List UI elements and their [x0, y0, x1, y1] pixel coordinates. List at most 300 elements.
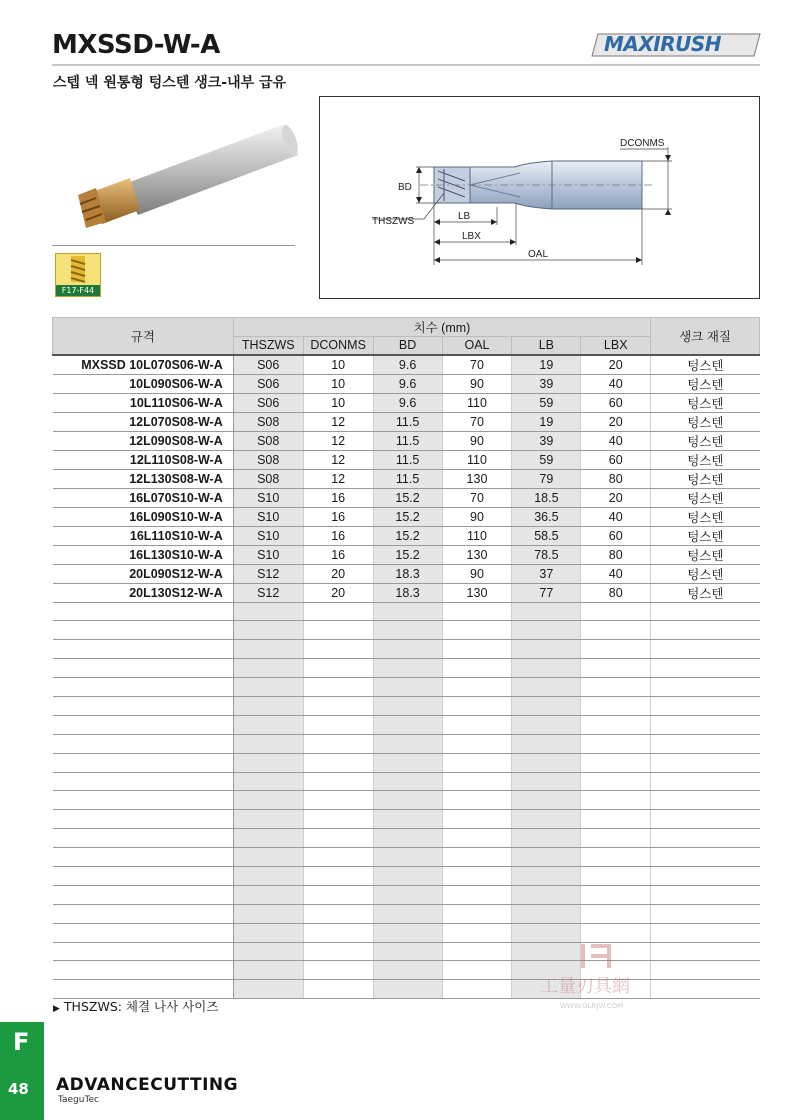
table-cell: 19 [512, 355, 581, 375]
maxirush-logo [590, 32, 762, 60]
table-cell: 90 [442, 564, 512, 583]
empty-cell [581, 885, 651, 904]
empty-cell [233, 848, 303, 867]
table-row [53, 526, 760, 545]
table-cell: 11.5 [373, 469, 442, 488]
spec-code: 12L070S08-W-A [53, 412, 234, 431]
empty-cell [651, 791, 760, 810]
table-cell: 12 [303, 412, 373, 431]
empty-cell [233, 753, 303, 772]
column-header: LBX [581, 337, 651, 355]
empty-cell [373, 866, 442, 885]
empty-cell [233, 904, 303, 923]
column-header: THSZWS [233, 337, 303, 355]
table-cell: 20 [581, 355, 651, 375]
table-cell: 10 [303, 393, 373, 412]
empty-cell [512, 829, 581, 848]
empty-cell [442, 829, 512, 848]
empty-cell [373, 734, 442, 753]
table-cell: 130 [442, 469, 512, 488]
empty-cell [303, 904, 373, 923]
table-cell: 20 [303, 583, 373, 602]
empty-cell [442, 678, 512, 697]
table-cell: 110 [442, 450, 512, 469]
table-cell: 59 [512, 450, 581, 469]
table-cell: 70 [442, 412, 512, 431]
product-photo [52, 100, 302, 240]
spec-code: MXSSD 10L070S06-W-A [53, 355, 234, 375]
table-cell: 130 [442, 583, 512, 602]
empty-cell [53, 904, 234, 923]
empty-cell [303, 696, 373, 715]
empty-cell [373, 848, 442, 867]
empty-cell [512, 810, 581, 829]
empty-cell [303, 678, 373, 697]
empty-row [53, 678, 760, 697]
empty-row [53, 621, 760, 640]
empty-cell [651, 734, 760, 753]
table-cell: S10 [233, 488, 303, 507]
empty-cell [373, 621, 442, 640]
empty-cell [233, 659, 303, 678]
empty-cell [233, 791, 303, 810]
spec-code: 16L130S10-W-A [53, 545, 234, 564]
empty-cell [373, 678, 442, 697]
table-cell: 18.3 [373, 583, 442, 602]
empty-cell [442, 715, 512, 734]
table-cell: S06 [233, 355, 303, 375]
table-cell: 80 [581, 583, 651, 602]
material-cell: 텅스텐 [651, 374, 760, 393]
material-cell: 텅스텐 [651, 526, 760, 545]
brand-sub: TaeguTec [58, 1095, 99, 1105]
empty-cell [53, 942, 234, 961]
empty-cell [512, 772, 581, 791]
material-cell: 텅스텐 [651, 564, 760, 583]
empty-cell [651, 659, 760, 678]
table-cell: 39 [512, 431, 581, 450]
empty-row [53, 791, 760, 810]
table-cell: 90 [442, 431, 512, 450]
table-cell: S08 [233, 431, 303, 450]
empty-cell [512, 621, 581, 640]
material-cell: 텅스텐 [651, 469, 760, 488]
table-cell: S06 [233, 374, 303, 393]
empty-cell [512, 696, 581, 715]
empty-cell [581, 715, 651, 734]
empty-cell [53, 602, 234, 621]
page-reference-badge [55, 253, 101, 297]
empty-cell [581, 621, 651, 640]
empty-cell [651, 772, 760, 791]
table-cell: 16 [303, 488, 373, 507]
material-cell: 텅스텐 [651, 450, 760, 469]
empty-cell [53, 885, 234, 904]
material-cell: 텅스텐 [651, 355, 760, 375]
empty-cell [581, 734, 651, 753]
empty-cell [303, 753, 373, 772]
table-cell: 40 [581, 431, 651, 450]
table-cell: 37 [512, 564, 581, 583]
table-cell: 10 [303, 374, 373, 393]
table-cell: 130 [442, 545, 512, 564]
empty-cell [442, 734, 512, 753]
table-cell: 12 [303, 450, 373, 469]
empty-cell [53, 753, 234, 772]
empty-cell [651, 715, 760, 734]
empty-cell [303, 942, 373, 961]
header-dims: 치수 (mm) [233, 318, 650, 337]
empty-cell [373, 980, 442, 999]
empty-cell [512, 715, 581, 734]
page-subtitle: 스텝 넥 원통형 텅스텐 생크-내부 급유 [53, 75, 287, 91]
table-cell: 16 [303, 526, 373, 545]
watermark-url: WWW.GLRJW.COM [560, 1002, 624, 1010]
material-cell: 텅스텐 [651, 393, 760, 412]
empty-cell [651, 696, 760, 715]
column-header: BD [373, 337, 442, 355]
empty-cell [303, 885, 373, 904]
empty-cell [581, 829, 651, 848]
table-cell: 11.5 [373, 450, 442, 469]
table-cell: S06 [233, 393, 303, 412]
empty-row [53, 659, 760, 678]
table-cell: S10 [233, 545, 303, 564]
column-header: LB [512, 337, 581, 355]
table-cell: S08 [233, 412, 303, 431]
table-cell: 15.2 [373, 488, 442, 507]
empty-cell [442, 848, 512, 867]
empty-cell [442, 961, 512, 980]
empty-cell [651, 885, 760, 904]
table-cell: 60 [581, 450, 651, 469]
table-cell: 18.3 [373, 564, 442, 583]
empty-cell [233, 602, 303, 621]
spec-code: 16L110S10-W-A [53, 526, 234, 545]
empty-cell [442, 772, 512, 791]
brand-logo [56, 1075, 238, 1105]
empty-cell [581, 659, 651, 678]
spec-table [52, 317, 760, 999]
empty-cell [512, 659, 581, 678]
table-cell: S08 [233, 469, 303, 488]
empty-cell [651, 829, 760, 848]
empty-cell [53, 923, 234, 942]
watermark [540, 940, 680, 1020]
empty-cell [303, 866, 373, 885]
empty-cell [581, 640, 651, 659]
empty-cell [512, 904, 581, 923]
empty-cell [303, 621, 373, 640]
empty-cell [303, 791, 373, 810]
table-cell: 90 [442, 374, 512, 393]
empty-cell [581, 696, 651, 715]
spec-code: 16L090S10-W-A [53, 507, 234, 526]
table-cell: 80 [581, 545, 651, 564]
empty-cell [512, 602, 581, 621]
empty-cell [373, 791, 442, 810]
empty-cell [233, 961, 303, 980]
empty-cell [303, 715, 373, 734]
table-row [53, 431, 760, 450]
oal-label: OAL [528, 249, 549, 260]
table-cell: 70 [442, 355, 512, 375]
empty-cell [233, 866, 303, 885]
page-number: 48 [8, 1080, 29, 1098]
empty-cell [581, 602, 651, 621]
table-cell: 19 [512, 412, 581, 431]
table-cell: 79 [512, 469, 581, 488]
empty-cell [303, 602, 373, 621]
empty-cell [581, 848, 651, 867]
empty-row [53, 848, 760, 867]
triangle-bullet-icon: ▶ [53, 1004, 60, 1014]
watermark-text: 工量刃具網 [540, 976, 630, 997]
empty-cell [373, 904, 442, 923]
spec-code: 12L110S08-W-A [53, 450, 234, 469]
empty-cell [53, 810, 234, 829]
empty-cell [53, 848, 234, 867]
empty-cell [53, 791, 234, 810]
empty-row [53, 772, 760, 791]
empty-cell [512, 753, 581, 772]
material-cell: 텅스텐 [651, 412, 760, 431]
empty-cell [651, 621, 760, 640]
table-cell: S08 [233, 450, 303, 469]
lbx-label: LBX [462, 231, 481, 242]
empty-cell [442, 980, 512, 999]
section-letter: F [13, 1028, 30, 1056]
empty-cell [512, 678, 581, 697]
empty-row [53, 810, 760, 829]
empty-cell [442, 696, 512, 715]
empty-cell [53, 640, 234, 659]
table-cell: S10 [233, 507, 303, 526]
empty-cell [53, 866, 234, 885]
empty-cell [53, 678, 234, 697]
dconms-label: DCONMS [620, 138, 665, 149]
empty-cell [442, 640, 512, 659]
empty-cell [373, 602, 442, 621]
material-cell: 텅스텐 [651, 583, 760, 602]
table-cell: 78.5 [512, 545, 581, 564]
empty-cell [373, 885, 442, 904]
table-row [53, 545, 760, 564]
table-cell: 36.5 [512, 507, 581, 526]
empty-cell [373, 810, 442, 829]
spec-code: 16L070S10-W-A [53, 488, 234, 507]
empty-row [53, 753, 760, 772]
table-row [53, 507, 760, 526]
table-cell: S10 [233, 526, 303, 545]
spec-code: 12L130S08-W-A [53, 469, 234, 488]
empty-cell [303, 848, 373, 867]
empty-cell [373, 696, 442, 715]
table-cell: 39 [512, 374, 581, 393]
empty-cell [651, 810, 760, 829]
empty-row [53, 602, 760, 621]
table-cell: 16 [303, 545, 373, 564]
empty-cell [53, 696, 234, 715]
empty-cell [442, 942, 512, 961]
header-spec: 규격 [53, 318, 234, 355]
empty-row [53, 829, 760, 848]
empty-row [53, 734, 760, 753]
table-cell: 16 [303, 507, 373, 526]
empty-cell [442, 904, 512, 923]
header-divider [52, 64, 760, 66]
table-cell: 60 [581, 393, 651, 412]
table-row [53, 374, 760, 393]
empty-cell [53, 961, 234, 980]
empty-cell [581, 753, 651, 772]
empty-cell [651, 753, 760, 772]
empty-cell [303, 734, 373, 753]
table-cell: 15.2 [373, 526, 442, 545]
empty-cell [442, 753, 512, 772]
table-cell: 15.2 [373, 545, 442, 564]
empty-cell [512, 866, 581, 885]
table-cell: 11.5 [373, 431, 442, 450]
footnote [53, 997, 218, 1015]
empty-row [53, 885, 760, 904]
table-row [53, 469, 760, 488]
empty-cell [233, 942, 303, 961]
empty-cell [373, 923, 442, 942]
table-cell: 20 [581, 488, 651, 507]
empty-cell [233, 734, 303, 753]
empty-cell [581, 791, 651, 810]
table-row [53, 355, 760, 375]
empty-cell [53, 659, 234, 678]
material-cell: 텅스텐 [651, 488, 760, 507]
empty-cell [651, 678, 760, 697]
table-cell: 77 [512, 583, 581, 602]
table-row [53, 564, 760, 583]
material-cell: 텅스텐 [651, 431, 760, 450]
table-cell: 40 [581, 564, 651, 583]
empty-cell [303, 923, 373, 942]
empty-cell [442, 923, 512, 942]
empty-cell [373, 942, 442, 961]
table-cell: 9.6 [373, 355, 442, 375]
empty-cell [303, 829, 373, 848]
empty-cell [53, 734, 234, 753]
empty-cell [233, 772, 303, 791]
table-row [53, 412, 760, 431]
empty-cell [651, 866, 760, 885]
empty-cell [373, 659, 442, 678]
empty-cell [512, 791, 581, 810]
empty-cell [53, 980, 234, 999]
empty-row [53, 696, 760, 715]
empty-cell [233, 678, 303, 697]
material-cell: 텅스텐 [651, 545, 760, 564]
table-cell: 70 [442, 488, 512, 507]
empty-cell [233, 885, 303, 904]
table-cell: 20 [581, 412, 651, 431]
empty-cell [53, 715, 234, 734]
brand-name: ADVANCECUTTING [56, 1075, 239, 1095]
empty-cell [581, 772, 651, 791]
column-header: OAL [442, 337, 512, 355]
material-cell: 텅스텐 [651, 507, 760, 526]
empty-cell [233, 696, 303, 715]
empty-cell [512, 885, 581, 904]
spec-code: 12L090S08-W-A [53, 431, 234, 450]
empty-cell [233, 640, 303, 659]
table-cell: 40 [581, 374, 651, 393]
table-cell: 10 [303, 355, 373, 375]
empty-cell [581, 904, 651, 923]
empty-cell [373, 640, 442, 659]
table-cell: S12 [233, 583, 303, 602]
empty-cell [303, 810, 373, 829]
empty-row [53, 904, 760, 923]
table-row [53, 583, 760, 602]
empty-cell [303, 659, 373, 678]
empty-cell [442, 866, 512, 885]
empty-cell [442, 602, 512, 621]
table-cell: 12 [303, 469, 373, 488]
header-material: 생크 재질 [651, 318, 760, 355]
table-cell: 60 [581, 526, 651, 545]
spec-code: 10L110S06-W-A [53, 393, 234, 412]
empty-cell [53, 772, 234, 791]
empty-cell [512, 848, 581, 867]
table-cell: 80 [581, 469, 651, 488]
badge-label: F17-F44 [56, 285, 100, 296]
empty-cell [233, 621, 303, 640]
empty-cell [373, 753, 442, 772]
table-row [53, 488, 760, 507]
empty-cell [373, 715, 442, 734]
table-cell: 12 [303, 431, 373, 450]
empty-cell [512, 640, 581, 659]
empty-cell [373, 961, 442, 980]
table-cell: 90 [442, 507, 512, 526]
table-cell: 110 [442, 526, 512, 545]
empty-cell [233, 810, 303, 829]
thszws-label: THSZWS [372, 216, 415, 227]
table-cell: 20 [303, 564, 373, 583]
empty-cell [651, 640, 760, 659]
table-cell: S12 [233, 564, 303, 583]
table-cell: 110 [442, 393, 512, 412]
empty-cell [442, 659, 512, 678]
empty-cell [303, 640, 373, 659]
technical-drawing [319, 96, 760, 299]
table-cell: 59 [512, 393, 581, 412]
empty-cell [303, 980, 373, 999]
footnote-text: THSZWS: 체결 나사 사이즈 [63, 999, 219, 1014]
empty-cell [303, 772, 373, 791]
empty-cell [512, 734, 581, 753]
table-cell: 18.5 [512, 488, 581, 507]
table-cell: 40 [581, 507, 651, 526]
empty-cell [442, 621, 512, 640]
empty-cell [651, 848, 760, 867]
table-row [53, 450, 760, 469]
lb-label: LB [458, 211, 471, 222]
empty-row [53, 640, 760, 659]
section-tab [0, 1022, 44, 1120]
table-cell: 9.6 [373, 393, 442, 412]
empty-row [53, 866, 760, 885]
photo-divider [52, 245, 295, 246]
empty-cell [233, 715, 303, 734]
table-cell: 58.5 [512, 526, 581, 545]
